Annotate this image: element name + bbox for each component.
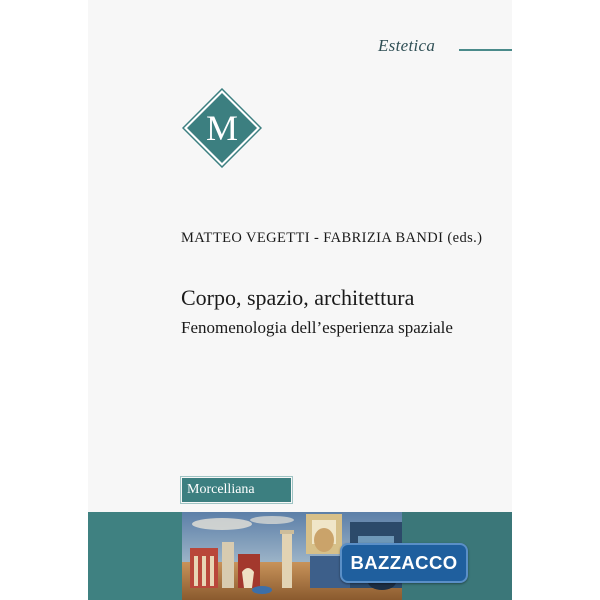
publisher-name: Morcelliana — [182, 478, 291, 502]
series-label: Estetica — [378, 36, 436, 55]
book-authors: MATTEO VEGETTI - FABRIZIA BANDI (eds.) — [181, 230, 483, 246]
bazzacco-badge: BAZZACCO — [340, 543, 468, 583]
book-title: Corpo, spazio, architettura — [181, 285, 415, 310]
logo-letter: M — [205, 108, 239, 148]
publisher-logo — [182, 88, 262, 168]
book-cover — [88, 0, 512, 600]
diamond-logo-icon — [182, 88, 262, 168]
series-rule — [459, 49, 512, 51]
book-subtitle: Fenomenologia dell’esperienza spaziale — [181, 318, 453, 337]
